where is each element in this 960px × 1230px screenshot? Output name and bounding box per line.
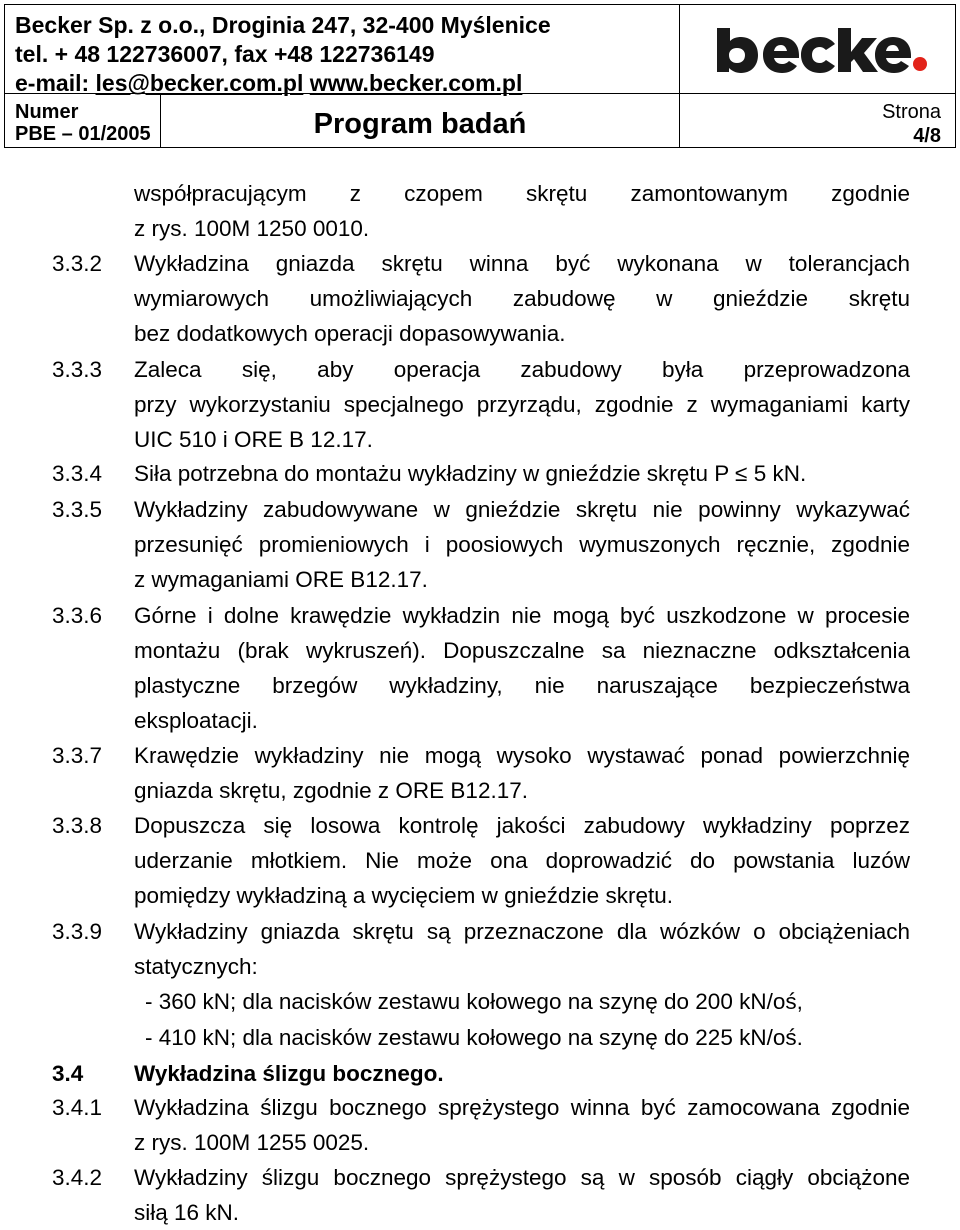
paragraph-number: 3.3.6 <box>52 603 103 628</box>
text-line: przesunięć promieniowych i poosiowych wymuszonych ręcznie, zgodnie <box>134 532 910 557</box>
paragraph-number: 3.3.5 <box>52 497 103 522</box>
paragraph-text <box>134 738 910 808</box>
text-line: Dopuszcza się losowa kontrolę jakości zabudowy wykładziny poprzez <box>134 813 910 838</box>
text-line: statycznych: <box>134 954 258 979</box>
paragraph-number: 3.3.4 <box>52 461 103 486</box>
text-line: siłą 16 kN. <box>134 1200 240 1225</box>
text-line: wymiarowych umożliwiających zabudowę w gnieździe skrętu <box>134 286 910 311</box>
website-link[interactable]: www.becker.com.pl <box>309 70 523 96</box>
page-label: Strona <box>882 101 941 123</box>
text-line: gniazda skrętu, zgodnie z ORE B12.17. <box>134 778 528 803</box>
becker-logo <box>680 5 955 94</box>
section-number: 3.4 <box>52 1061 84 1086</box>
paragraph-text <box>134 1160 910 1230</box>
company-address: Becker Sp. z o.o., Droginia 247, 32-400 Myślenice <box>15 12 551 38</box>
paragraph-text <box>134 456 910 491</box>
company-info <box>5 5 680 94</box>
text-line: Krawędzie wykładziny nie mogą wysoko wystawać ponad powierzchnię <box>134 743 910 768</box>
paragraph-number: 3.3.2 <box>52 251 103 276</box>
paragraph-text <box>134 492 910 597</box>
paragraph-text <box>134 176 910 246</box>
list-item: - 410 kN; dla nacisków zestawu kołowego na szynę do 225 kN/oś. <box>145 1025 803 1050</box>
paragraph-number: 3.3.3 <box>52 357 103 382</box>
paragraph-text <box>134 598 910 738</box>
text-line: współpracującym z czopem skrętu zamontowanym zgodnie <box>134 181 910 206</box>
number-label: Numer <box>15 101 79 123</box>
page-indicator <box>680 94 955 147</box>
text-line: z rys. 100M 1250 0010. <box>134 216 370 241</box>
paragraph-text <box>134 246 910 351</box>
text-line: Wykładzina ślizgu bocznego sprężystego winna być zamocowana zgodnie <box>134 1095 910 1120</box>
text-line: Siła potrzebna do montażu wykładziny w gnieździe skrętu P ≤ 5 kN. <box>134 461 807 486</box>
text-line: Wykładziny gniazda skrętu są przeznaczone dla wózków o obciążeniach <box>134 919 910 944</box>
text-line: przy wykorzystaniu specjalnego przyrządu, zgodnie z wymaganiami karty <box>134 392 910 417</box>
paragraph-number: 3.3.9 <box>52 919 103 944</box>
paragraph-text <box>134 914 910 984</box>
document-title: Program badań <box>161 94 680 147</box>
paragraph-text <box>134 352 910 457</box>
company-phone: tel. + 48 122736007, fax +48 122736149 <box>15 41 435 67</box>
text-line: Wykładziny ślizgu bocznego sprężystego są w sposób ciągły obciążone <box>134 1165 910 1190</box>
document-header <box>4 4 956 148</box>
email-label: e-mail: <box>15 70 96 96</box>
text-line: plastyczne brzegów wykładziny, nie naruszające bezpieczeństwa <box>134 673 910 698</box>
text-line: Zaleca się, aby operacja zabudowy była przeprowadzona <box>134 357 910 382</box>
paragraph-text <box>134 808 910 913</box>
list-item: - 360 kN; dla nacisków zestawu kołowego na szynę do 200 kN/oś, <box>145 989 803 1014</box>
text-line: Wykładziny zabudowywane w gnieździe skrętu nie powinny wykazywać <box>134 497 910 522</box>
document-number <box>5 94 161 147</box>
becker-logo-icon <box>715 26 930 74</box>
paragraph-number: 3.3.7 <box>52 743 103 768</box>
text-line: montażu (brak wykruszeń). Dopuszczalne sa nieznaczne odkształcenia <box>134 638 910 663</box>
page-number: 4/8 <box>913 125 941 147</box>
text-line: Wykładzina ślizgu bocznego. <box>134 1061 444 1086</box>
email-link[interactable]: les@becker.com.pl <box>95 70 304 96</box>
text-line: eksploatacji. <box>134 708 258 733</box>
paragraph-number: 3.4.2 <box>52 1165 103 1190</box>
paragraph-number: 3.4.1 <box>52 1095 103 1120</box>
text-line: z wymaganiami ORE B12.17. <box>134 567 428 592</box>
text-line: Wykładzina gniazda skrętu winna być wykonana w tolerancjach <box>134 251 910 276</box>
number-value: PBE – 01/2005 <box>15 123 151 145</box>
paragraph-text <box>134 1090 910 1160</box>
section-title <box>134 1056 910 1091</box>
text-line: uderzanie młotkiem. Nie może ona doprowadzić do powstania luzów <box>134 848 910 873</box>
text-line: pomiędzy wykładziną a wycięciem w gnieździe skrętu. <box>134 883 673 908</box>
text-line: z rys. 100M 1255 0025. <box>134 1130 370 1155</box>
paragraph-number: 3.3.8 <box>52 813 103 838</box>
text-line: UIC 510 i ORE B 12.17. <box>134 427 373 452</box>
text-line: bez dodatkowych operacji dopasowywania. <box>134 321 566 346</box>
text-line: Górne i dolne krawędzie wykładzin nie mogą być uszkodzone w procesie <box>134 603 910 628</box>
